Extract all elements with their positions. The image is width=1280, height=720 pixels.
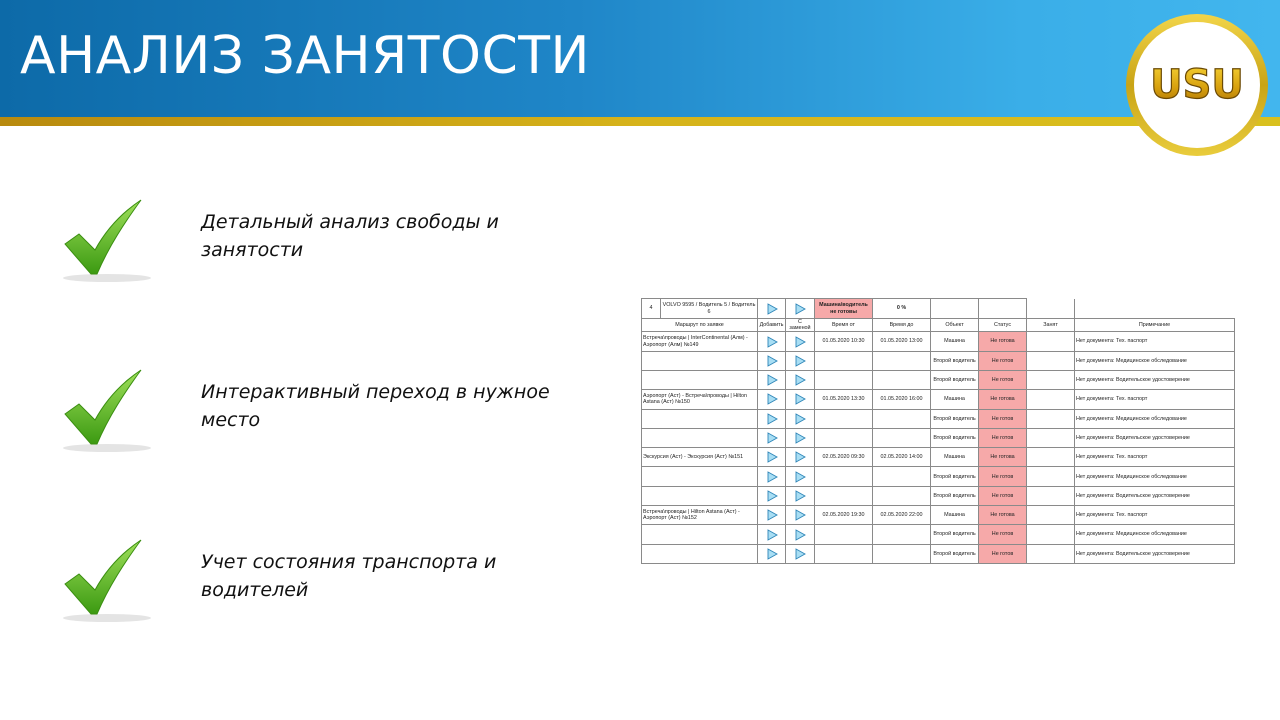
add-button[interactable] [758,467,786,486]
feature-text: Детальный анализ свободы и занятости [201,211,499,261]
col-header-object: Объект [931,319,979,332]
header-gold-stripe [0,117,1280,126]
object-cell: Машина [931,332,979,351]
replace-button[interactable] [786,428,815,447]
busy-cell [1027,351,1075,370]
time-from-cell: 02.05.2020 09:30 [815,448,873,467]
table-row[interactable] [642,525,1235,544]
status-cell: Не готов [979,371,1027,390]
time-to-cell [873,467,931,486]
play-icon [766,451,778,463]
play-icon [766,548,778,560]
object-cell: Второй водитель [931,428,979,447]
route-cell[interactable] [642,371,758,390]
busy-cell [1027,506,1075,525]
time-from-cell: 01.05.2020 10:30 [815,332,873,351]
route-cell[interactable] [642,467,758,486]
add-button[interactable] [758,332,786,351]
replace-button[interactable] [786,467,815,486]
play-icon [766,336,778,348]
busy-cell [1027,409,1075,428]
play-icon [766,355,778,367]
time-from-cell [815,544,873,563]
route-cell[interactable]: Экскурсия (Аст) - Экскурсия (Аст) №151 [642,448,758,467]
time-to-cell [873,544,931,563]
busy-cell [1027,486,1075,505]
play-icon [766,432,778,444]
col-header-route: Маршрут по заявке [642,319,758,332]
object-cell: Машина [931,506,979,525]
object-cell: Второй водитель [931,544,979,563]
play-icon [794,303,806,315]
route-cell[interactable]: Аэропорт (Аст) - Встреча\проводы | Hilton Astana (Аст) №150 [642,390,758,409]
time-to-cell [873,371,931,390]
vehicle-summary [642,299,758,319]
play-icon [766,303,778,315]
add-button[interactable] [758,506,786,525]
route-cell[interactable]: Встреча\проводы | Hilton Astana (Аст) - Аэропорт (Аст) №152 [642,506,758,525]
feature-bullet-navigation [55,368,615,458]
play-icon [794,374,806,386]
busy-cell [1027,544,1075,563]
play-icon [766,471,778,483]
time-to-cell: 01.05.2020 16:00 [873,390,931,409]
note-cell: Нет документа: Медицинское обследование [1075,351,1235,370]
object-cell: Второй водитель [931,371,979,390]
table-row[interactable] [642,467,1235,486]
table-row[interactable] [642,409,1235,428]
play-icon [766,393,778,405]
note-cell: Нет документа: Тех. паспорт [1075,506,1235,525]
col-header-time-from: Время от [815,319,873,332]
add-button[interactable] [758,486,786,505]
add-button[interactable] [758,390,786,409]
replace-button[interactable] [786,544,815,563]
time-to-cell: 02.05.2020 14:00 [873,448,931,467]
table-row[interactable] [642,351,1235,370]
route-cell[interactable] [642,409,758,428]
note-cell: Нет документа: Тех. паспорт [1075,332,1235,351]
route-cell[interactable]: Встреча\проводы | InterContinental (Алм) - Аэропорт (Алм) №149 [642,332,758,351]
add-button[interactable] [758,448,786,467]
add-button[interactable] [758,299,786,319]
note-cell: Нет документа: Тех. паспорт [1075,390,1235,409]
col-header-busy: Занят [1027,319,1075,332]
time-from-cell [815,486,873,505]
replace-button[interactable] [786,448,815,467]
status-cell: Не готов [979,467,1027,486]
feature-text: Учет состояния транспорта и водителей [201,551,497,601]
summary-cell [931,299,979,319]
replace-button[interactable] [786,299,815,319]
table-row[interactable] [642,332,1235,351]
table-row[interactable] [642,544,1235,563]
play-icon [794,393,806,405]
time-to-cell: 01.05.2020 13:00 [873,332,931,351]
play-icon [794,471,806,483]
time-from-cell [815,525,873,544]
note-cell: Нет документа: Медицинское обследование [1075,525,1235,544]
time-to-cell [873,525,931,544]
replace-button[interactable] [786,390,815,409]
replace-button[interactable] [786,486,815,505]
time-from-cell [815,371,873,390]
time-to-cell [873,409,931,428]
table-body [642,332,1235,564]
table-header-row [642,319,1235,332]
time-from-cell: 02.05.2020 19:30 [815,506,873,525]
busy-cell [1027,448,1075,467]
play-icon [766,490,778,502]
feature-text: Интерактивный переход в нужное место [201,381,550,431]
checkmark-icon [55,198,155,288]
col-header-note: Примечание [1075,319,1235,332]
col-header-add: Добавить [758,319,786,332]
play-icon [794,529,806,541]
time-to-cell [873,428,931,447]
note-cell: Нет документа: Водительское удостоверение [1075,371,1235,390]
time-from-cell [815,351,873,370]
table-row[interactable] [642,506,1235,525]
object-cell: Второй водитель [931,409,979,428]
status-cell: Не готова [979,390,1027,409]
play-icon [794,336,806,348]
object-cell: Второй водитель [931,467,979,486]
time-from-cell: 01.05.2020 13:30 [815,390,873,409]
table-row[interactable] [642,448,1235,467]
busy-cell [1027,467,1075,486]
play-icon [794,432,806,444]
play-icon [766,413,778,425]
route-cell[interactable] [642,525,758,544]
replace-button[interactable] [786,506,815,525]
vehicle-name: VOLVO 9595 / Водитель 5 / Водитель 6 [662,302,756,315]
play-icon [794,355,806,367]
play-icon [794,490,806,502]
object-cell: Второй водитель [931,486,979,505]
busy-cell [1027,390,1075,409]
replace-button[interactable] [786,409,815,428]
add-button[interactable] [758,371,786,390]
status-cell: Не готов [979,428,1027,447]
status-cell: Не готов [979,409,1027,428]
replace-button[interactable] [786,371,815,390]
logo-text: USU [1150,62,1244,108]
add-button[interactable] [758,428,786,447]
play-icon [794,509,806,521]
col-header-status: Статус [979,319,1027,332]
usu-logo [1124,12,1270,158]
vehicle-summary-row [642,299,1235,319]
add-button[interactable] [758,525,786,544]
play-icon [794,413,806,425]
object-cell: Машина [931,448,979,467]
time-from-cell [815,428,873,447]
note-cell: Нет документа: Водительское удостоверение [1075,544,1235,563]
busy-cell [1027,371,1075,390]
route-cell[interactable] [642,544,758,563]
add-button[interactable] [758,544,786,563]
checkmark-icon [55,538,155,628]
col-header-time-to: Время до [873,319,931,332]
table-row[interactable] [642,371,1235,390]
route-cell[interactable] [642,486,758,505]
route-cell[interactable] [642,351,758,370]
table-row[interactable] [642,428,1235,447]
replace-button[interactable] [786,332,815,351]
vehicle-number: 4 [642,299,661,318]
note-cell: Нет документа: Водительское удостоверение [1075,486,1235,505]
time-to-cell [873,486,931,505]
add-button[interactable] [758,351,786,370]
note-cell: Нет документа: Тех. паспорт [1075,448,1235,467]
status-cell: Не готова [979,332,1027,351]
status-cell: Не готова [979,448,1027,467]
time-from-cell [815,409,873,428]
note-cell: Нет документа: Водительское удостоверение [1075,428,1235,447]
busy-cell [1027,525,1075,544]
occupancy-table [641,298,1234,564]
note-cell: Нет документа: Медицинское обследование [1075,409,1235,428]
play-icon [794,451,806,463]
note-cell: Нет документа: Медицинское обследование [1075,467,1235,486]
table-row[interactable] [642,390,1235,409]
col-header-replace: С заменой [786,319,815,332]
readiness-status: Машина/водитель не готовы [815,299,873,319]
replace-button[interactable] [786,351,815,370]
time-from-cell [815,467,873,486]
play-icon [766,509,778,521]
play-icon [794,548,806,560]
route-cell[interactable] [642,428,758,447]
feature-bullet-status [55,538,615,628]
time-to-cell: 02.05.2020 22:00 [873,506,931,525]
object-cell: Машина [931,390,979,409]
table-row[interactable] [642,486,1235,505]
status-cell: Не готов [979,351,1027,370]
object-cell: Второй водитель [931,525,979,544]
status-cell: Не готова [979,506,1027,525]
replace-button[interactable] [786,525,815,544]
page-title: АНАЛИЗ ЗАНЯТОСТИ [20,26,590,86]
status-cell: Не готов [979,486,1027,505]
summary-cell [979,299,1027,319]
play-icon [766,374,778,386]
feature-bullet-analysis [55,198,615,288]
occupancy-percent: 0 % [873,299,931,319]
busy-cell [1027,428,1075,447]
checkmark-icon [55,368,155,458]
object-cell: Второй водитель [931,351,979,370]
play-icon [766,529,778,541]
busy-cell [1027,332,1075,351]
status-cell: Не готов [979,525,1027,544]
time-to-cell [873,351,931,370]
status-cell: Не готов [979,544,1027,563]
add-button[interactable] [758,409,786,428]
